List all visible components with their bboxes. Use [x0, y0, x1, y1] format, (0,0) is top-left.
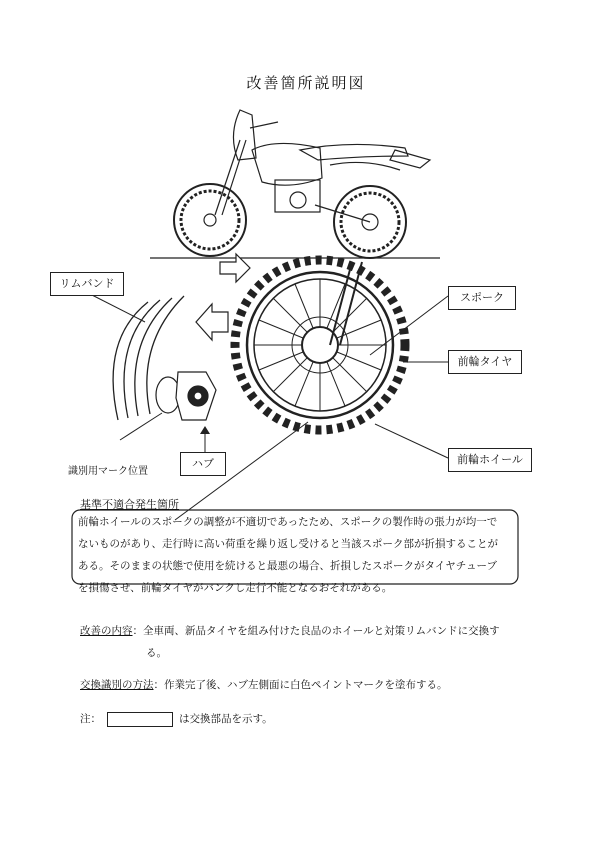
improvement-sep: ：	[132, 625, 143, 637]
enlarged-front-wheel	[235, 260, 405, 430]
note-text: は交換部品を示す。	[179, 713, 273, 725]
identification-text: 作業完了後、ハブ左側面に白色ペイントマークを塗布する。	[164, 679, 448, 691]
left-arrow	[196, 304, 228, 340]
identification-section	[80, 674, 520, 696]
defect-description	[78, 511, 518, 599]
hub-illustration	[156, 372, 216, 420]
improvement-text: 全車両、新品タイヤを組み付けた良品のホイールと対策リムバンドに交換す	[143, 625, 500, 637]
defect-line: 前輪ホイールのスポークの調整が不適切であったため、スポークの製作時の張力が均一で	[78, 516, 498, 528]
label-rim-band: リムバンド	[50, 272, 124, 296]
leader-lines	[90, 294, 448, 520]
defect-line: を損傷させ、前輪タイヤがパンクし走行不能となるおそれがある。	[78, 582, 393, 594]
defect-heading: 基準不適合発生箇所	[80, 498, 179, 511]
label-spoke: スポーク	[448, 286, 516, 310]
label-front-wheel: 前輪ホイール	[448, 448, 532, 472]
defect-line: ないものがあり、走行時に高い荷重を繰り返し受けると当該スポーク部が折損することが	[78, 538, 498, 550]
label-id-mark-position: 識別用マーク位置	[68, 466, 148, 477]
note-prefix: 注：	[80, 713, 101, 725]
hub-pointer	[200, 426, 210, 434]
replacement-part-legend-box	[107, 712, 173, 727]
label-front-tire: 前輪タイヤ	[448, 350, 522, 374]
label-hub: ハブ	[180, 452, 226, 476]
identification-label: 交換識別の方法	[80, 679, 154, 691]
page-title: 改善箇所説明図	[246, 74, 366, 92]
motorcycle-illustration	[150, 110, 440, 258]
defect-line: ある。そのままの状態で使用を続けると最悪の場合、折損したスポークがタイヤチューブ	[78, 560, 497, 572]
improvement-text-cont: る。	[146, 647, 167, 659]
identification-sep: ：	[153, 679, 164, 691]
note	[80, 708, 273, 730]
improvement-section	[80, 620, 520, 664]
improvement-label: 改善の内容	[80, 625, 133, 637]
